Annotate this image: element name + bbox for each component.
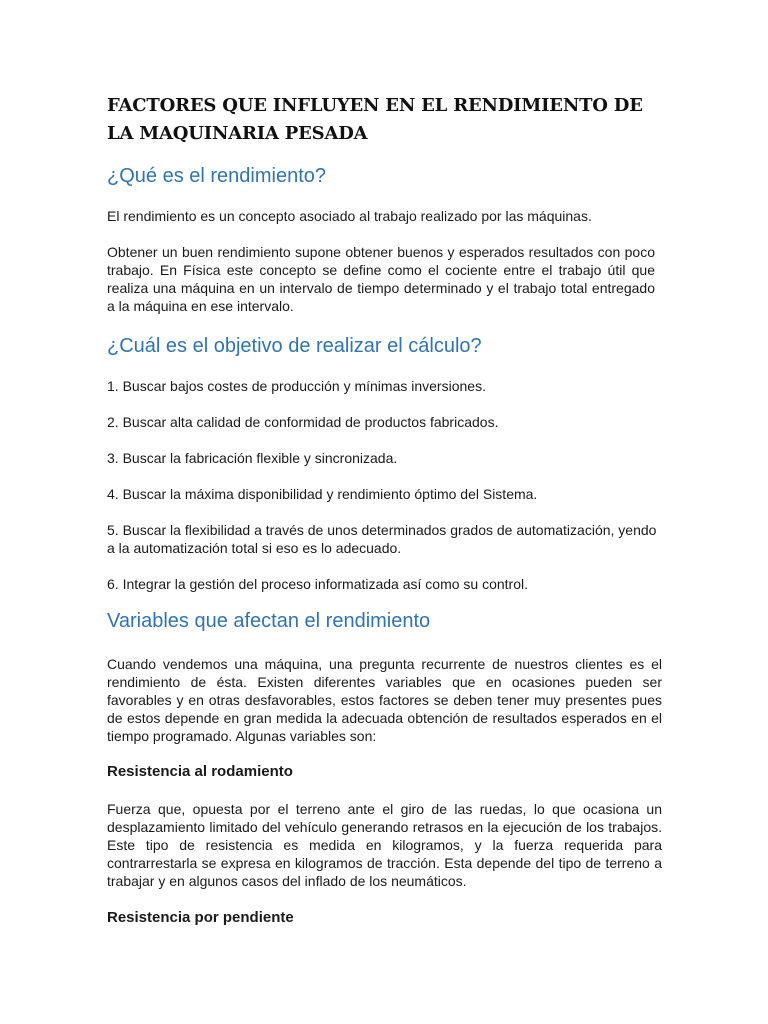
document-title: FACTORES QUE INFLUYEN EN EL RENDIMIENTO DE LA MAQUINARIA PESADA <box>107 95 643 144</box>
paragraph-variables-intro: Cuando vendemos una máquina, una pregunta recurrente de nuestros clientes es el rendimiento de ésta. Existen diferentes variables que en ocasiones pueden ser favorables y en otras desfavorables, estos factores se deben tener muy presentes pues de estos depende en gran medida la adecuada obtención de resultados esperados en el tiempo programado. Algunas variables son: <box>107 656 662 744</box>
paragraph-resistencia-rodamiento: Fuerza que, opuesta por el terreno ante el giro de las ruedas, lo que ocasiona un desplazamiento limitado del vehículo generando retrasos en la ejecución de los trabajos. Este tipo de resistencia es medida en kilogramos, y la fuerza requerida para contrarrestarla se expresa en kilogramos de tracción. Esta depende del tipo de terreno a trabajar y en algunos casos del inflado de los neumáticos. <box>107 801 662 889</box>
section-heading-variables: Variables que afectan el rendimiento <box>107 610 431 632</box>
subsection-heading-resistencia-pendiente: Resistencia por pendiente <box>107 909 294 926</box>
section-heading-que-es-rendimiento: ¿Qué es el rendimiento? <box>107 165 327 187</box>
section-heading-objetivo-calculo: ¿Cuál es el objetivo de realizar el cálculo? <box>107 335 482 357</box>
list-item-objetivo-6: 6. Integrar la gestión del proceso informatizada así como su control. <box>107 576 528 592</box>
paragraph-buen-rendimiento: Obtener un buen rendimiento supone obtener buenos y esperados resultados con poco trabajo. En Física este concepto se define como el cociente entre el trabajo útil que realiza una máquina en un intervalo de tiempo determinado y el trabajo total entregado a la máquina en ese intervalo. <box>107 244 655 314</box>
list-item-objetivo-3: 3. Buscar la fabricación flexible y sincronizada. <box>107 450 398 466</box>
list-item-objetivo-1: 1. Buscar bajos costes de producción y mínimas inversiones. <box>107 378 486 394</box>
list-item-objetivo-2: 2. Buscar alta calidad de conformidad de productos fabricados. <box>107 414 499 430</box>
subsection-heading-resistencia-rodamiento: Resistencia al rodamiento <box>107 763 293 780</box>
list-item-objetivo-5: 5. Buscar la flexibilidad a través de unos determinados grados de automatización, yendo a la automatización total si eso es lo adecuado. <box>107 522 657 556</box>
paragraph-definicion: El rendimiento es un concepto asociado al trabajo realizado por las máquinas. <box>107 208 592 224</box>
list-item-objetivo-4: 4. Buscar la máxima disponibilidad y rendimiento óptimo del Sistema. <box>107 486 538 502</box>
